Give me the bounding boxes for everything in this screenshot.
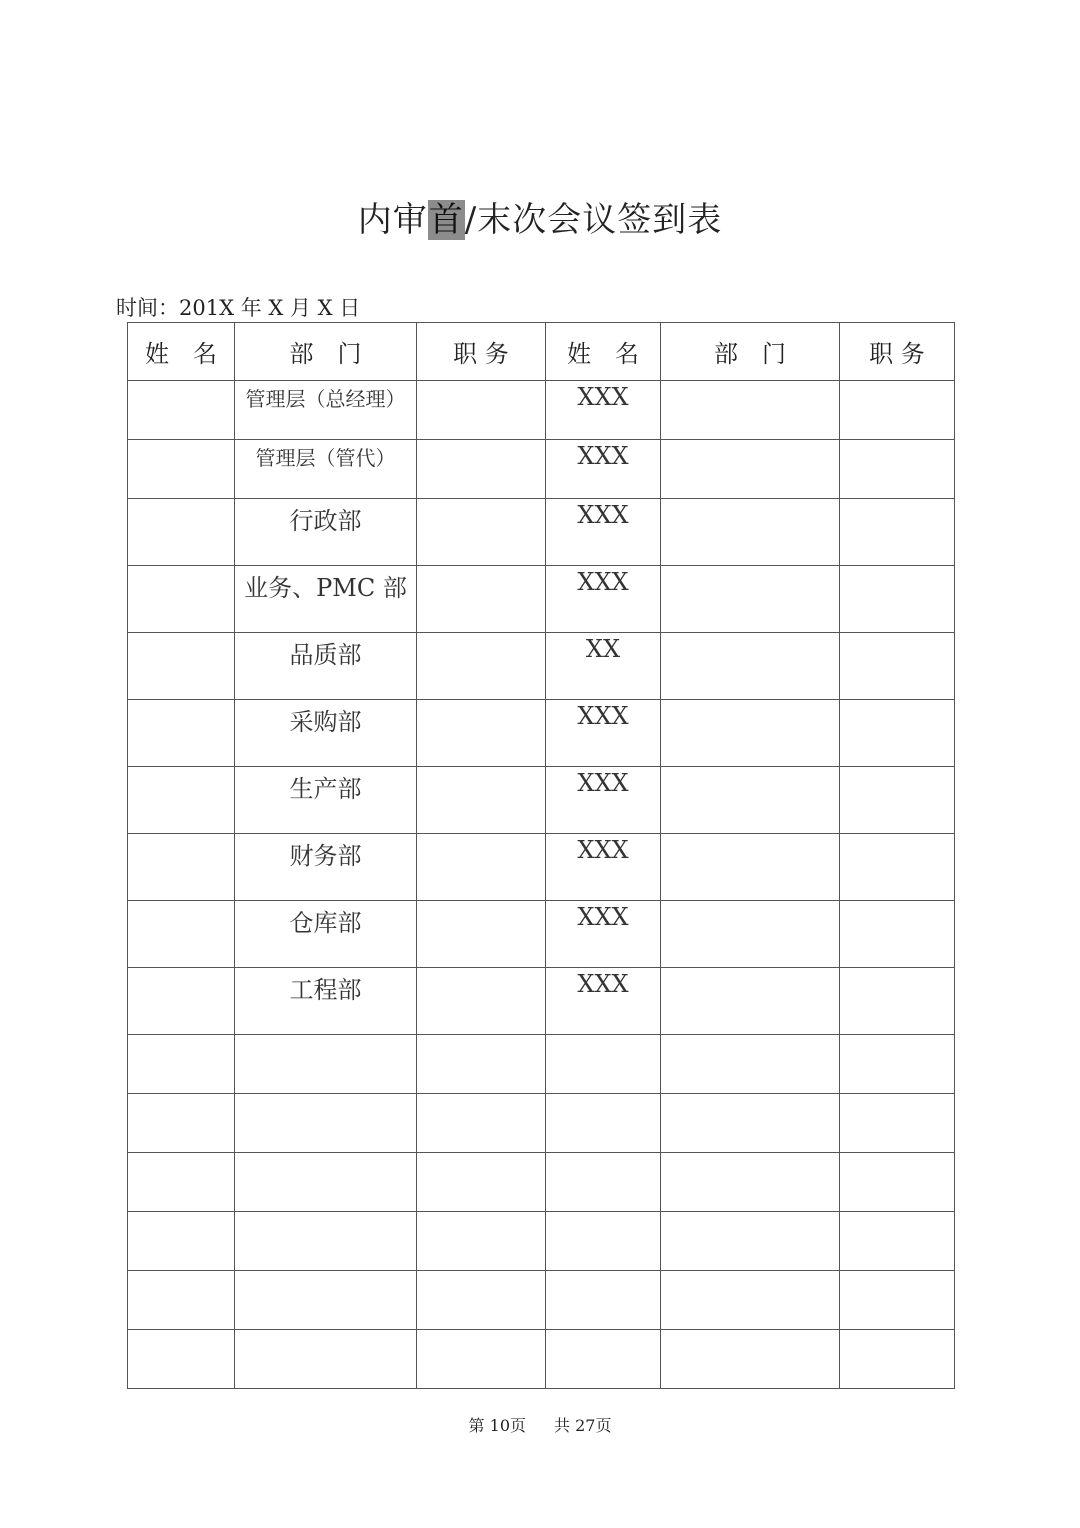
name-cell[interactable] (128, 440, 235, 499)
position-cell[interactable] (417, 767, 546, 834)
position-cell-right[interactable] (840, 968, 955, 1035)
dept-cell-right[interactable] (661, 1271, 840, 1330)
dept-cell: 管理层（管代） (235, 440, 417, 499)
table-row (128, 1153, 955, 1212)
position-cell[interactable] (417, 1271, 546, 1330)
dept-cell: 管理层（总经理） (235, 381, 417, 440)
header-title-1: 职 务 (417, 323, 546, 381)
position-cell-right[interactable] (840, 440, 955, 499)
position-cell[interactable] (417, 566, 546, 633)
title-highlighted-char: 首 (428, 200, 464, 240)
position-cell[interactable] (417, 633, 546, 700)
dept-cell[interactable] (235, 1271, 417, 1330)
position-cell[interactable] (417, 381, 546, 440)
dept-cell: 品质部 (235, 633, 417, 700)
dept-cell-right[interactable] (661, 700, 840, 767)
name-cell[interactable] (128, 901, 235, 968)
table-row (128, 1330, 955, 1389)
table-row (128, 1271, 955, 1330)
position-cell-right[interactable] (840, 1094, 955, 1153)
meeting-time-line: 时间：201X 年 X 月 X 日 (116, 296, 361, 320)
position-cell-right[interactable] (840, 1271, 955, 1330)
table-header-row (128, 323, 955, 381)
code-cell[interactable] (546, 1094, 661, 1153)
position-cell[interactable] (417, 901, 546, 968)
table-row (128, 499, 955, 566)
code-cell: XXX (546, 767, 661, 834)
name-cell[interactable] (128, 1271, 235, 1330)
position-cell[interactable] (417, 968, 546, 1035)
dept-cell-right[interactable] (661, 834, 840, 901)
code-cell: XX (546, 633, 661, 700)
dept-cell-right[interactable] (661, 1330, 840, 1389)
page-footer (0, 1414, 1080, 1438)
dept-cell-right[interactable] (661, 1153, 840, 1212)
dept-cell-right[interactable] (661, 633, 840, 700)
page-total: 共 27页 (554, 1416, 612, 1435)
dept-cell[interactable] (235, 1330, 417, 1389)
dept-cell[interactable] (235, 1153, 417, 1212)
position-cell-right[interactable] (840, 1153, 955, 1212)
name-cell[interactable] (128, 633, 235, 700)
position-cell-right[interactable] (840, 700, 955, 767)
code-cell: XXX (546, 381, 661, 440)
sign-in-table (127, 322, 955, 1389)
table-row (128, 633, 955, 700)
position-cell-right[interactable] (840, 566, 955, 633)
position-cell[interactable] (417, 499, 546, 566)
name-cell[interactable] (128, 1094, 235, 1153)
name-cell[interactable] (128, 1035, 235, 1094)
name-cell[interactable] (128, 968, 235, 1035)
page-number: 第 10页 (468, 1416, 526, 1435)
table-row (128, 381, 955, 440)
code-cell[interactable] (546, 1330, 661, 1389)
code-cell: XXX (546, 834, 661, 901)
dept-cell-right[interactable] (661, 566, 840, 633)
name-cell[interactable] (128, 1330, 235, 1389)
dept-cell[interactable] (235, 1212, 417, 1271)
position-cell[interactable] (417, 1212, 546, 1271)
position-cell-right[interactable] (840, 1035, 955, 1094)
code-cell: XXX (546, 901, 661, 968)
position-cell-right[interactable] (840, 834, 955, 901)
dept-cell-right[interactable] (661, 499, 840, 566)
code-cell[interactable] (546, 1212, 661, 1271)
position-cell-right[interactable] (840, 381, 955, 440)
dept-cell-right[interactable] (661, 901, 840, 968)
header-dept-2: 部 门 (661, 323, 840, 381)
dept-cell: 业务、PMC 部 (235, 566, 417, 633)
dept-cell: 行政部 (235, 499, 417, 566)
position-cell[interactable] (417, 1330, 546, 1389)
position-cell[interactable] (417, 440, 546, 499)
code-cell: XXX (546, 566, 661, 633)
position-cell[interactable] (417, 1094, 546, 1153)
code-cell[interactable] (546, 1035, 661, 1094)
dept-cell: 仓库部 (235, 901, 417, 968)
position-cell-right[interactable] (840, 1212, 955, 1271)
dept-cell: 工程部 (235, 968, 417, 1035)
code-cell: XXX (546, 440, 661, 499)
name-cell[interactable] (128, 381, 235, 440)
name-cell[interactable] (128, 834, 235, 901)
header-title-2: 职 务 (840, 323, 955, 381)
code-cell: XXX (546, 700, 661, 767)
code-cell: XXX (546, 968, 661, 1035)
code-cell[interactable] (546, 1153, 661, 1212)
dept-cell-right[interactable] (661, 1212, 840, 1271)
name-cell[interactable] (128, 1153, 235, 1212)
header-name-2: 姓 名 (546, 323, 661, 381)
code-cell: XXX (546, 499, 661, 566)
position-cell[interactable] (417, 1035, 546, 1094)
page-title (0, 196, 1080, 244)
title-prefix: 内审 (357, 200, 428, 240)
dept-cell: 财务部 (235, 834, 417, 901)
position-cell-right[interactable] (840, 1330, 955, 1389)
position-cell-right[interactable] (840, 767, 955, 834)
name-cell[interactable] (128, 700, 235, 767)
table-row (128, 767, 955, 834)
position-cell-right[interactable] (840, 633, 955, 700)
dept-cell-right[interactable] (661, 1035, 840, 1094)
name-cell[interactable] (128, 499, 235, 566)
table-row (128, 566, 955, 633)
dept-cell-right[interactable] (661, 1094, 840, 1153)
dept-cell-right[interactable] (661, 767, 840, 834)
name-cell[interactable] (128, 767, 235, 834)
table-row (128, 700, 955, 767)
dept-cell[interactable] (235, 1035, 417, 1094)
dept-cell-right[interactable] (661, 381, 840, 440)
position-cell[interactable] (417, 1153, 546, 1212)
dept-cell-right[interactable] (661, 440, 840, 499)
dept-cell[interactable] (235, 1094, 417, 1153)
position-cell[interactable] (417, 700, 546, 767)
dept-cell: 采购部 (235, 700, 417, 767)
table-row (128, 968, 955, 1035)
header-name-1: 姓 名 (128, 323, 235, 381)
table-row (128, 1094, 955, 1153)
dept-cell: 生产部 (235, 767, 417, 834)
table-row (128, 1035, 955, 1094)
position-cell-right[interactable] (840, 901, 955, 968)
header-dept-1: 部 门 (235, 323, 417, 381)
table-row (128, 440, 955, 499)
title-suffix: /末次会议签到表 (464, 200, 723, 240)
table-row (128, 901, 955, 968)
code-cell[interactable] (546, 1271, 661, 1330)
position-cell[interactable] (417, 834, 546, 901)
dept-cell-right[interactable] (661, 968, 840, 1035)
table-row (128, 1212, 955, 1271)
table-row (128, 834, 955, 901)
position-cell-right[interactable] (840, 499, 955, 566)
name-cell[interactable] (128, 1212, 235, 1271)
name-cell[interactable] (128, 566, 235, 633)
